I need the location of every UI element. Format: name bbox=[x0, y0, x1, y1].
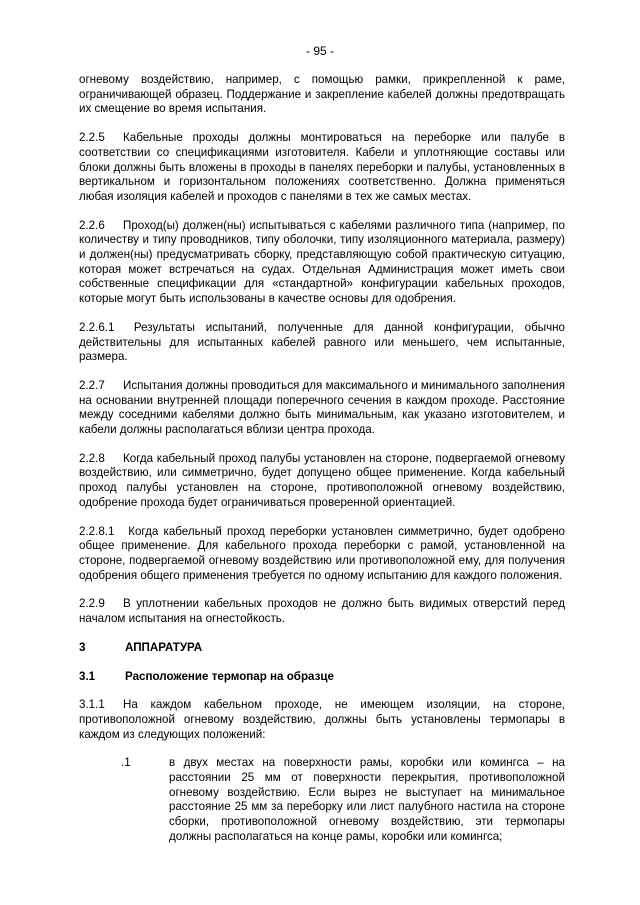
list-item-text: в двух местах на поверхности рамы, коробки или комингса – на расстоянии 25 мм от поверхности перекрытия, противоположной огневому воздействию. Если вырез не выступает на минимальное расстояние 25 мм за переборку или лист палубного настила на стороне сборки, противоположной огневому воздействию, эти термопары должны располагаться на конце рамы, коробки или комингса; bbox=[169, 756, 565, 843]
paragraph-3-1-1 bbox=[79, 698, 565, 742]
paragraph-text: Кабельные проходы должны монтироваться на переборке или палубе в соответствии со спецификациями изготовителя. Кабели и уплотняющие составы или блоки должны быть вложены в проходы в панелях переборки и палубы, установленных в вертикальном и горизонтальном положениях соответственно. Должна применяться любая изоляция кабелей и проходов с панелями в тех же самых местах. bbox=[79, 131, 565, 203]
paragraph-text: Испытания должны проводиться для максимального и минимального заполнения на основании внутренней площади поперечного сечения в каждом проходе. Расстояние между соседними кабелями должно быть минимальным, как указано изготовителем, и кабели должны располагаться вблизи центра прохода. bbox=[79, 378, 565, 437]
paragraph-2-2-6-1 bbox=[79, 321, 565, 365]
paragraph-number: 2.2.7 bbox=[79, 378, 105, 392]
paragraph-number: 2.2.6.1 bbox=[79, 320, 115, 334]
paragraph-number: 2.2.8 bbox=[79, 451, 105, 465]
paragraph-text: Когда кабельный проход переборки установлен симметрично, будет одобрено общее применение. Для кабельного прохода переборки с рамой, установленной на стороне, подвергаемой огневому воздействию или противоположной ему, для получения одобрения общего применения требуется по одному испытанию для каждого положения. bbox=[79, 524, 565, 582]
paragraph-text: Результаты испытаний, полученные для данной конфигурации, обычно действительны для испытанных кабелей равного или меньшего, чем испытанные, размера. bbox=[79, 320, 565, 364]
paragraph-number: 2.2.5 bbox=[79, 131, 105, 145]
paragraph-2-2-5 bbox=[79, 131, 565, 205]
paragraph-text: огневому воздействию, например, с помощью рамки, прикрепленной к раме, ограничивающей образец. Поддержание и закрепление кабелей должны предотвращать их смещение во время испытания. bbox=[79, 73, 565, 116]
list-marker: .1 bbox=[121, 756, 131, 770]
section-heading bbox=[79, 641, 565, 656]
paragraph-2-2-6 bbox=[79, 219, 565, 307]
section-number: 3 bbox=[79, 640, 86, 654]
subsection-number: 3.1 bbox=[79, 669, 96, 683]
paragraph-2-2-7 bbox=[79, 379, 565, 438]
subsection-title: Расположение термопар на образце bbox=[125, 669, 334, 683]
paragraph-continuation bbox=[79, 73, 565, 117]
paragraph-number: 2.2.6 bbox=[79, 218, 105, 232]
paragraph-number: 2.2.9 bbox=[79, 597, 105, 611]
paragraph-2-2-8 bbox=[79, 452, 565, 511]
section-title: АППАРАТУРА bbox=[125, 640, 203, 654]
paragraph-text: На каждом кабельном проходе, не имеющем изоляции, на стороне, противоположной огневому воздействию, должны быть установлены термопары в каждом из следующих положений: bbox=[79, 698, 565, 741]
page-content bbox=[79, 73, 565, 859]
paragraph-text: Проход(ы) должен(ны) испытываться с кабелями различного типа (например, по количеству и типу проводников, типу оболочки, типу изоляционного материала, размеру) и должен(ны) предусматривать сборку, представляющую собой практическую ситуацию, которая может встречаться на судах. Отдельная Администрация может иметь свои собственные спецификации для «стандартной» конфигурации кабельных проходов, которые могут быть использованы в качестве основы для одобрения. bbox=[79, 218, 565, 306]
paragraph-text: В уплотнении кабельных проходов не должно быть видимых отверстий перед началом испытания на огнестойкость. bbox=[79, 597, 565, 626]
paragraph-2-2-9 bbox=[79, 597, 565, 626]
paragraph-2-2-8-1 bbox=[79, 525, 565, 584]
paragraph-number: 3.1.1 bbox=[79, 698, 105, 712]
page-number: - 95 - bbox=[305, 44, 334, 58]
paragraph-text: Когда кабельный проход палубы установлен на стороне, подвергаемой огневому воздействию, или симметрично, будет допущено общее применение. Когда кабельный проход палубы установлен на стороне, противоположной огневому воздействию, одобрение прохода будет ограничиваться проверенной ориентацией. bbox=[79, 451, 565, 509]
subsection-heading bbox=[79, 670, 565, 685]
list-item bbox=[79, 756, 565, 844]
paragraph-number: 2.2.8.1 bbox=[79, 524, 115, 538]
